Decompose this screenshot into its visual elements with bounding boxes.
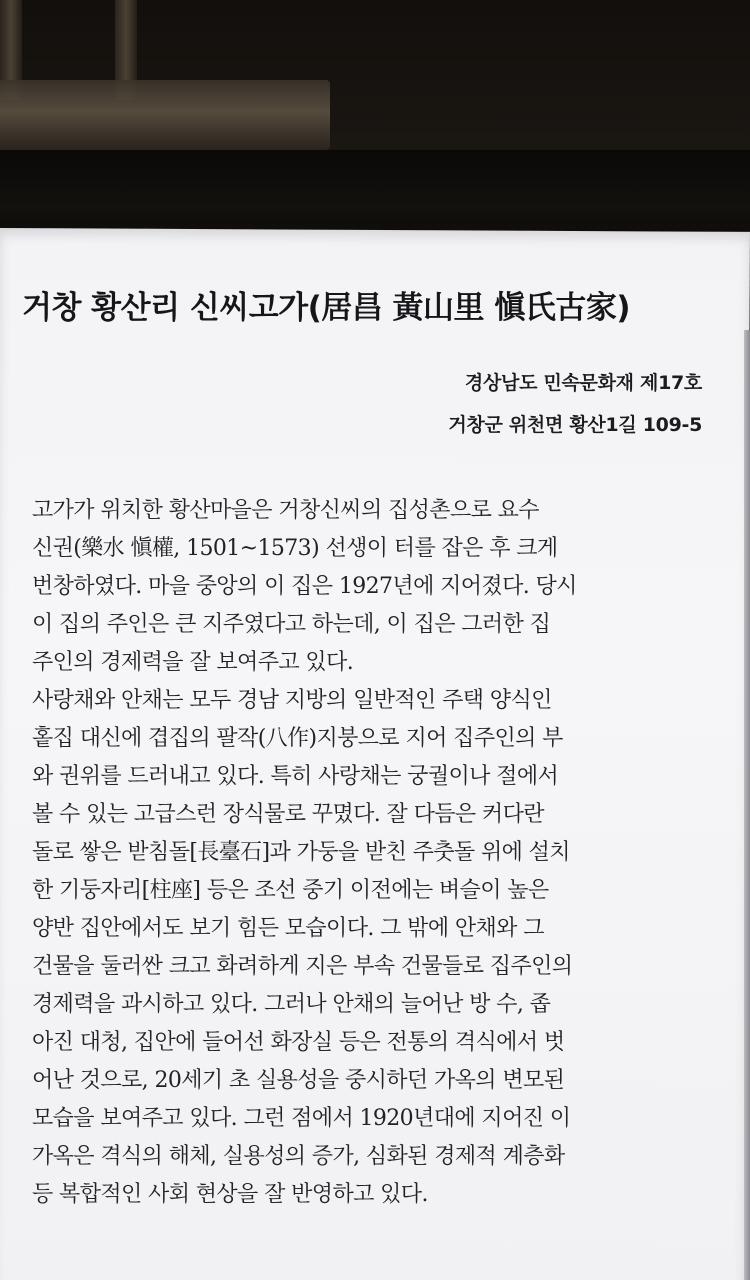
heritage-designation: 경상남도 민속문화재 제17호 [464, 372, 702, 394]
text-line: 아진 대청, 집안에 들어선 화장실 등은 전통의 격식에서 벗 [32, 1030, 565, 1055]
dark-ledge [0, 150, 750, 210]
text-line: 고가가 위치한 황산마을은 거창신씨의 집성촌으로 요수 [32, 498, 539, 523]
text-line: 홑집 대신에 겹집의 팔작(八作)지붕으로 지어 집주인의 부 [32, 726, 563, 751]
sign-title: 거창 황산리 신씨고가(居昌 黃山里 愼氏古家) [22, 290, 631, 326]
text-line: 양반 집안에서도 보기 힘든 모습이다. 그 밖에 안채와 그 [32, 916, 544, 941]
wooden-beam [0, 80, 330, 150]
text-line: 모습을 보여주고 있다. 그런 점에서 1920년대에 지어진 이 [32, 1106, 571, 1131]
text-line: 사랑채와 안채는 모두 경남 지방의 일반적인 주택 양식인 [32, 688, 552, 713]
text-line: 와 권위를 드러내고 있다. 특히 사랑채는 궁궐이나 절에서 [32, 764, 559, 789]
text-line: 경제력을 과시하고 있다. 그러나 안채의 늘어난 방 수, 좁 [32, 992, 551, 1017]
text-line: 한 기둥자리[柱座] 등은 조선 중기 이전에는 벼슬이 높은 [32, 878, 549, 903]
text-line: 신권(樂水 愼權, 1501~1573) 선생이 터를 잡은 후 크게 [32, 536, 558, 561]
text-line: 등 복합적인 사회 현상을 잘 반영하고 있다. [32, 1182, 428, 1207]
text-line: 가옥은 격식의 해체, 실용성의 증가, 심화된 경제적 계층화 [32, 1144, 565, 1169]
text-line: 건물을 둘러싼 크고 화려하게 지은 부속 건물들로 집주인의 [32, 954, 573, 979]
text-line: 볼 수 있는 고급스런 장식물로 꾸몄다. 잘 다듬은 커다란 [32, 802, 544, 827]
text-line: 번창하였다. 마을 중앙의 이 집은 1927년에 지어졌다. 당시 [32, 574, 577, 599]
text-line: 어난 것으로, 20세기 초 실용성을 중시하던 가옥의 변모된 [32, 1068, 565, 1093]
description-text [32, 492, 722, 1214]
sign-board-edge [744, 330, 750, 1280]
wooden-background [0, 0, 750, 240]
text-line: 주인의 경제력을 잘 보여주고 있다. [32, 650, 354, 675]
address: 거창군 위천면 황산1길 109-5 [448, 414, 702, 436]
text-line: 이 집의 주인은 큰 지주였다고 하는데, 이 집은 그러한 집 [32, 612, 551, 637]
text-line: 돌로 쌓은 받침돌[長臺石]과 가둥을 받친 주춧돌 위에 설치 [32, 840, 570, 865]
